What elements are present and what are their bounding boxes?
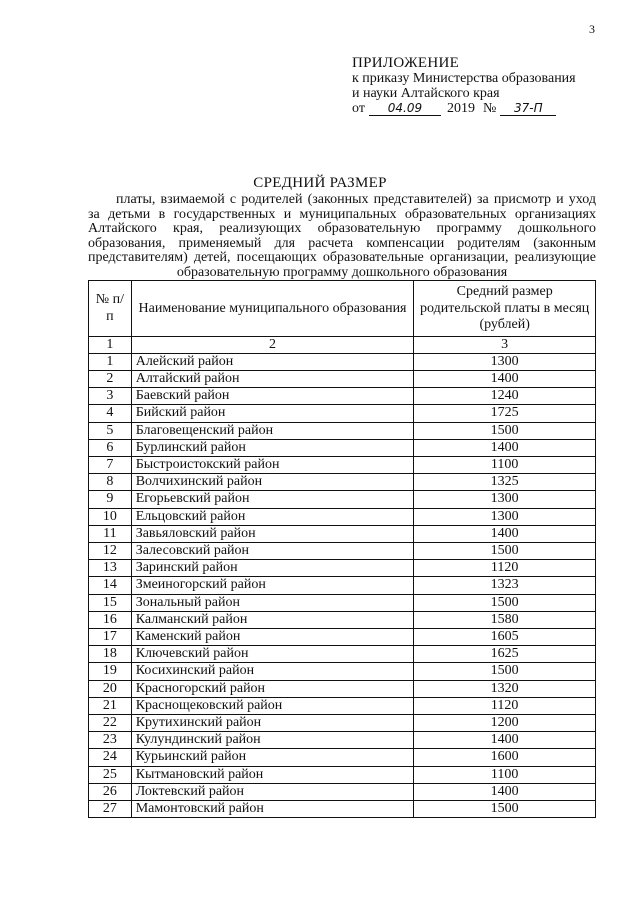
header-average-fee: Средний размер родительской платы в месяц (рублей) bbox=[414, 281, 596, 337]
row-average-fee: 1120 bbox=[414, 560, 596, 577]
index-cell-1: 1 bbox=[89, 336, 132, 353]
index-cell-2: 2 bbox=[131, 336, 414, 353]
row-number: 5 bbox=[89, 422, 132, 439]
table-row bbox=[89, 353, 596, 370]
appendix-block bbox=[352, 56, 576, 116]
table-row bbox=[89, 783, 596, 800]
from-label: от bbox=[352, 101, 365, 116]
table-row bbox=[89, 611, 596, 628]
handwritten-order-number: 37-П bbox=[500, 101, 556, 116]
table-row bbox=[89, 388, 596, 405]
row-number: 2 bbox=[89, 370, 132, 387]
row-average-fee: 1240 bbox=[414, 388, 596, 405]
appendix-order-line-2: и науки Алтайского края bbox=[352, 86, 500, 101]
table-row bbox=[89, 800, 596, 817]
row-municipality: Алтайский район bbox=[131, 370, 414, 387]
row-number: 19 bbox=[89, 663, 132, 680]
table-row bbox=[89, 370, 596, 387]
table-row bbox=[89, 732, 596, 749]
row-municipality: Змеиногорский район bbox=[131, 577, 414, 594]
row-average-fee: 1300 bbox=[414, 353, 596, 370]
row-municipality: Косихинский район bbox=[131, 663, 414, 680]
appendix-order-line-1: к приказу Министерства образования bbox=[352, 71, 576, 86]
row-municipality: Ельцовский район bbox=[131, 508, 414, 525]
row-number: 14 bbox=[89, 577, 132, 594]
row-number: 12 bbox=[89, 542, 132, 559]
row-municipality: Локтевский район bbox=[131, 783, 414, 800]
row-average-fee: 1625 bbox=[414, 646, 596, 663]
row-number: 22 bbox=[89, 714, 132, 731]
table-index-row bbox=[89, 336, 596, 353]
row-municipality: Заринский район bbox=[131, 560, 414, 577]
row-municipality: Калманский район bbox=[131, 611, 414, 628]
row-municipality: Благовещенский район bbox=[131, 422, 414, 439]
row-number: 16 bbox=[89, 611, 132, 628]
row-municipality: Зональный район bbox=[131, 594, 414, 611]
row-municipality: Быстроистокский район bbox=[131, 456, 414, 473]
table-row bbox=[89, 577, 596, 594]
order-date-number-line bbox=[352, 101, 576, 116]
table-row bbox=[89, 766, 596, 783]
table-row bbox=[89, 474, 596, 491]
row-average-fee: 1323 bbox=[414, 577, 596, 594]
row-number: 15 bbox=[89, 594, 132, 611]
row-average-fee: 1500 bbox=[414, 594, 596, 611]
row-municipality: Мамонтовский район bbox=[131, 800, 414, 817]
table-row bbox=[89, 628, 596, 645]
row-average-fee: 1500 bbox=[414, 800, 596, 817]
header-number: № п/п bbox=[89, 281, 132, 337]
row-average-fee: 1500 bbox=[414, 542, 596, 559]
row-municipality: Залесовский район bbox=[131, 542, 414, 559]
row-municipality: Баевский район bbox=[131, 388, 414, 405]
table-row bbox=[89, 525, 596, 542]
row-number: 8 bbox=[89, 474, 132, 491]
table-row bbox=[89, 680, 596, 697]
row-municipality: Завьяловский район bbox=[131, 525, 414, 542]
row-municipality: Ключевский район bbox=[131, 646, 414, 663]
row-average-fee: 1400 bbox=[414, 370, 596, 387]
row-municipality: Бурлинский район bbox=[131, 439, 414, 456]
table-row bbox=[89, 646, 596, 663]
row-number: 10 bbox=[89, 508, 132, 525]
table-row bbox=[89, 508, 596, 525]
row-average-fee: 1200 bbox=[414, 714, 596, 731]
page-number: 3 bbox=[589, 22, 595, 36]
row-municipality: Алейский район bbox=[131, 353, 414, 370]
table-row bbox=[89, 697, 596, 714]
row-average-fee: 1400 bbox=[414, 783, 596, 800]
row-number: 1 bbox=[89, 353, 132, 370]
row-average-fee: 1605 bbox=[414, 628, 596, 645]
table-row bbox=[89, 560, 596, 577]
row-average-fee: 1320 bbox=[414, 680, 596, 697]
index-cell-3: 3 bbox=[414, 336, 596, 353]
row-number: 6 bbox=[89, 439, 132, 456]
table-row bbox=[89, 456, 596, 473]
table-header-row bbox=[89, 281, 596, 337]
row-number: 4 bbox=[89, 405, 132, 422]
row-number: 9 bbox=[89, 491, 132, 508]
row-average-fee: 1600 bbox=[414, 749, 596, 766]
row-average-fee: 1100 bbox=[414, 456, 596, 473]
row-number: 26 bbox=[89, 783, 132, 800]
document-heading: СРЕДНИЙ РАЗМЕР bbox=[253, 175, 387, 191]
table-row bbox=[89, 491, 596, 508]
row-number: 13 bbox=[89, 560, 132, 577]
fee-table bbox=[88, 280, 596, 818]
table-row bbox=[89, 594, 596, 611]
row-municipality: Бийский район bbox=[131, 405, 414, 422]
document-description: платы, взимаемой с родителей (законных представителей) за присмотр и уход за детьми в государственных и муниципальных образовательных организациях Алтайского края, реализующих образовательную программу дошкольного образования, применяемый для расчета компенсации родителям (законным представителям) детей, посещающих образовательные организации, реализующие образовательную программу дошкольного образования bbox=[88, 192, 596, 280]
table-row bbox=[89, 749, 596, 766]
row-number: 25 bbox=[89, 766, 132, 783]
handwritten-date: 04.09 bbox=[369, 101, 441, 116]
row-municipality: Кытмановский район bbox=[131, 766, 414, 783]
row-municipality: Курьинский район bbox=[131, 749, 414, 766]
row-average-fee: 1500 bbox=[414, 663, 596, 680]
row-number: 3 bbox=[89, 388, 132, 405]
row-municipality: Волчихинский район bbox=[131, 474, 414, 491]
row-average-fee: 1325 bbox=[414, 474, 596, 491]
appendix-title: ПРИЛОЖЕНИЕ bbox=[352, 55, 460, 71]
row-average-fee: 1300 bbox=[414, 491, 596, 508]
table-row bbox=[89, 542, 596, 559]
header-municipality: Наименование муниципального образования bbox=[131, 281, 414, 337]
row-number: 17 bbox=[89, 628, 132, 645]
row-average-fee: 1500 bbox=[414, 422, 596, 439]
number-label: № bbox=[482, 101, 497, 116]
row-number: 21 bbox=[89, 697, 132, 714]
row-municipality: Егорьевский район bbox=[131, 491, 414, 508]
row-number: 7 bbox=[89, 456, 132, 473]
table-row bbox=[89, 422, 596, 439]
row-number: 20 bbox=[89, 680, 132, 697]
row-municipality: Красногорский район bbox=[131, 680, 414, 697]
row-average-fee: 1400 bbox=[414, 732, 596, 749]
row-average-fee: 1400 bbox=[414, 439, 596, 456]
row-average-fee: 1300 bbox=[414, 508, 596, 525]
row-municipality: Кулундинский район bbox=[131, 732, 414, 749]
table-row bbox=[89, 405, 596, 422]
row-municipality: Каменский район bbox=[131, 628, 414, 645]
row-average-fee: 1100 bbox=[414, 766, 596, 783]
table-row bbox=[89, 714, 596, 731]
row-number: 11 bbox=[89, 525, 132, 542]
row-average-fee: 1120 bbox=[414, 697, 596, 714]
row-number: 23 bbox=[89, 732, 132, 749]
order-year: 2019 bbox=[446, 101, 475, 116]
row-average-fee: 1400 bbox=[414, 525, 596, 542]
row-average-fee: 1580 bbox=[414, 611, 596, 628]
row-municipality: Крутихинский район bbox=[131, 714, 414, 731]
row-average-fee: 1725 bbox=[414, 405, 596, 422]
row-number: 27 bbox=[89, 800, 132, 817]
table-row bbox=[89, 439, 596, 456]
row-number: 24 bbox=[89, 749, 132, 766]
row-municipality: Краснощековский район bbox=[131, 697, 414, 714]
table-row bbox=[89, 663, 596, 680]
row-number: 18 bbox=[89, 646, 132, 663]
